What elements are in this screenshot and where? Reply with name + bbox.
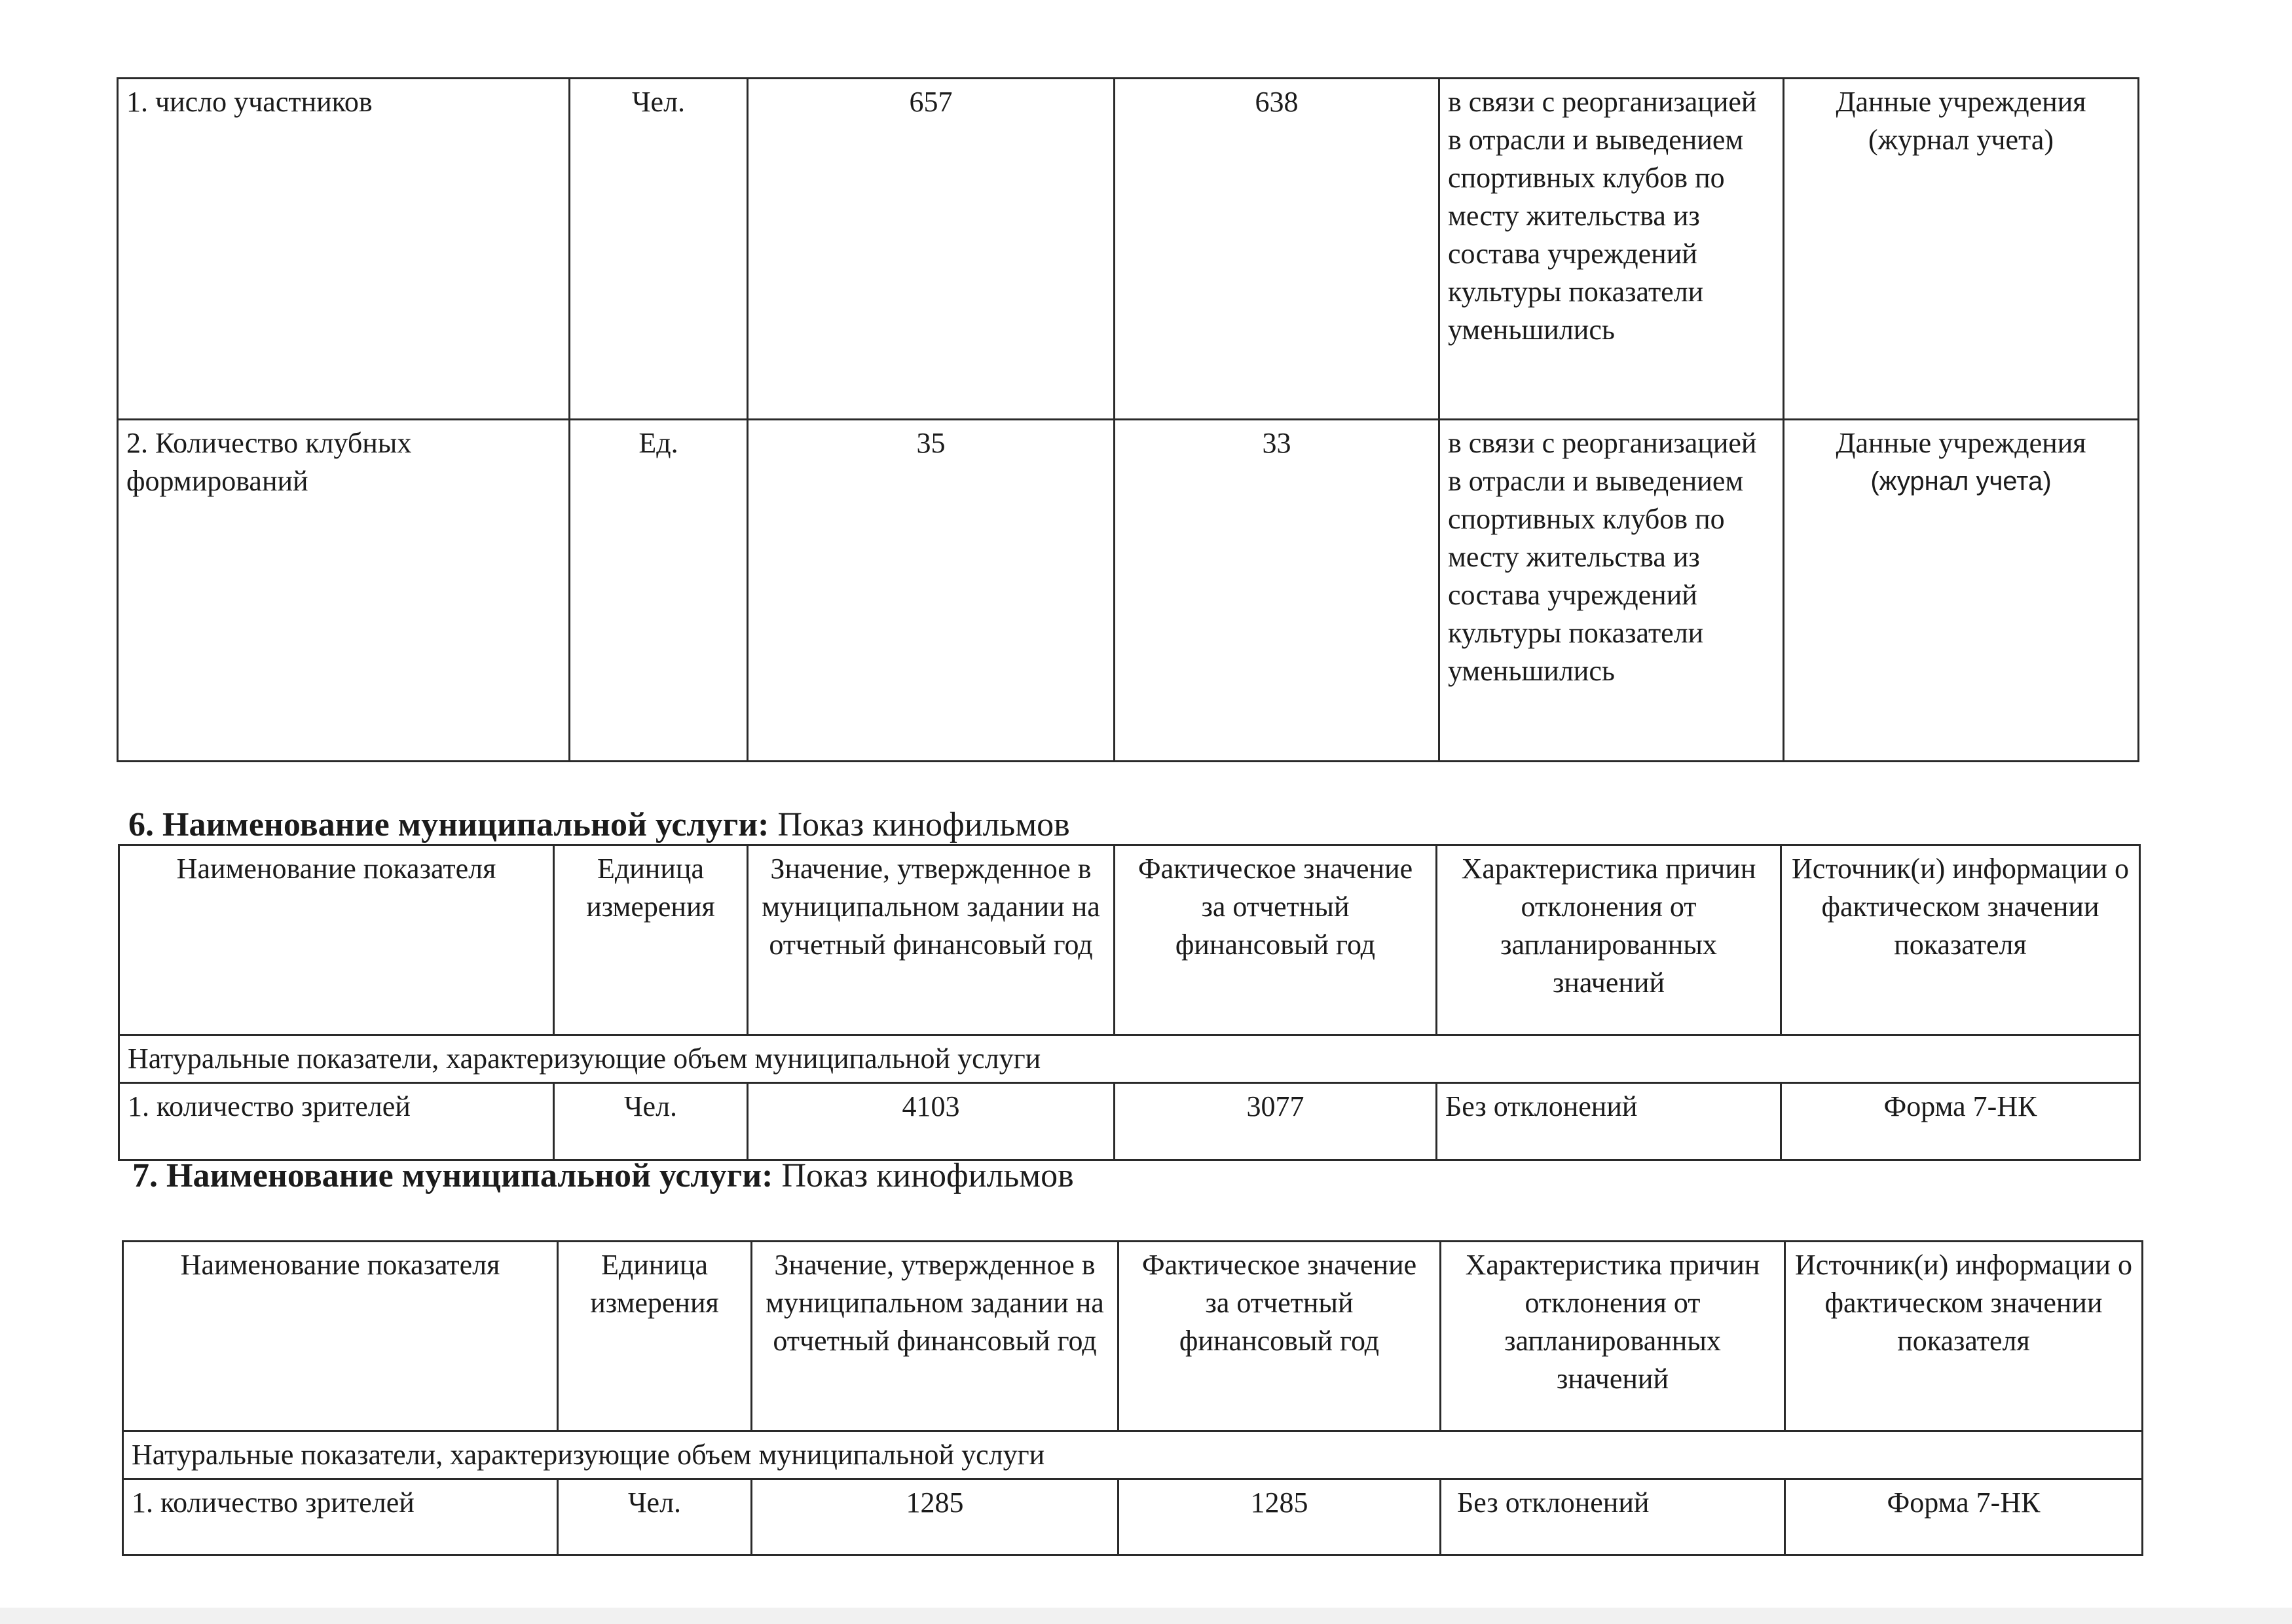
unit-cell: Ед. [570, 420, 748, 762]
unit-cell: Чел. [558, 1479, 752, 1555]
actual-value: 3077 [1115, 1083, 1437, 1160]
indicator-name: 1. количество зрителей [123, 1479, 558, 1555]
table-row [123, 1479, 2143, 1555]
section-title-value: Показ кинофильмов [769, 806, 1070, 843]
col-header-unit: Единица измерения [558, 1242, 752, 1431]
table-row [119, 1083, 2140, 1160]
planned-value: 657 [748, 79, 1115, 420]
col-header-source: Источник(и) информации о фактическом значении показателя [1781, 845, 2140, 1035]
deviation-reason: Без отклонений [1437, 1083, 1781, 1160]
section-7-table [122, 1240, 2143, 1556]
info-source: Форма 7-НК [1785, 1479, 2143, 1555]
actual-value: 638 [1115, 79, 1439, 420]
unit-cell: Чел. [554, 1083, 748, 1160]
table-continuation [117, 77, 2139, 762]
deviation-reason: в связи с реорганизацией в отрасли и выведением спортивных клубов по месту жительства из состава учреждений культуры показатели уменьшились [1439, 79, 1784, 420]
scan-edge [0, 1608, 2292, 1624]
header-row [123, 1242, 2143, 1431]
indicator-name: 1. количество зрителей [119, 1083, 554, 1160]
col-header-name: Наименование показателя [123, 1242, 558, 1431]
info-source-line: Данные учреждения [1836, 427, 2086, 459]
col-header-source: Источник(и) информации о фактическом значении показателя [1785, 1242, 2143, 1431]
col-header-name: Наименование показателя [119, 845, 554, 1035]
col-header-reason: Характеристика причин отклонения от запланированных значений [1441, 1242, 1785, 1431]
info-source [1784, 420, 2139, 762]
actual-value: 33 [1115, 420, 1439, 762]
unit-cell: Чел. [570, 79, 748, 420]
subheader-cell: Натуральные показатели, характеризующие объем муниципальной услуги [119, 1035, 2140, 1083]
info-source: Данные учреждения (журнал учета) [1784, 79, 2139, 420]
section-title-label: 7. Наименование муниципальной услуги: [132, 1157, 773, 1194]
section-title-value: Показ кинофильмов [773, 1157, 1074, 1194]
table-row [118, 79, 2139, 420]
section-6-title [128, 805, 1070, 845]
subheader-cell: Натуральные показатели, характеризующие объем муниципальной услуги [123, 1431, 2143, 1479]
col-header-planned: Значение, утвержденное в муниципальном задании на отчетный финансовый год [748, 845, 1115, 1035]
info-source-line: (журнал учета) [1870, 467, 2052, 496]
col-header-actual: Фактическое значение за отчетный финансовый год [1118, 1242, 1441, 1431]
planned-value: 1285 [752, 1479, 1118, 1555]
planned-value: 35 [748, 420, 1115, 762]
col-header-actual: Фактическое значение за отчетный финансовый год [1115, 845, 1437, 1035]
info-source: Форма 7-НК [1781, 1083, 2140, 1160]
deviation-reason: в связи с реорганизацией в отрасли и выведением спортивных клубов по месту жительства из состава учреждений культуры показатели уменьшились [1439, 420, 1784, 762]
subheader-row [123, 1431, 2143, 1479]
col-header-planned: Значение, утвержденное в муниципальном задании на отчетный финансовый год [752, 1242, 1118, 1431]
section-6-table [118, 844, 2141, 1161]
deviation-reason: Без отклонений [1441, 1479, 1785, 1555]
subheader-row [119, 1035, 2140, 1083]
indicator-name: 1. число участников [118, 79, 570, 420]
header-row [119, 845, 2140, 1035]
indicator-name: 2. Количество клубных формирований [118, 420, 570, 762]
table-row [118, 420, 2139, 762]
col-header-unit: Единица измерения [554, 845, 748, 1035]
col-header-reason: Характеристика причин отклонения от запланированных значений [1437, 845, 1781, 1035]
section-7-title [132, 1156, 1074, 1196]
planned-value: 4103 [748, 1083, 1115, 1160]
section-title-label: 6. Наименование муниципальной услуги: [128, 806, 769, 843]
actual-value: 1285 [1118, 1479, 1441, 1555]
